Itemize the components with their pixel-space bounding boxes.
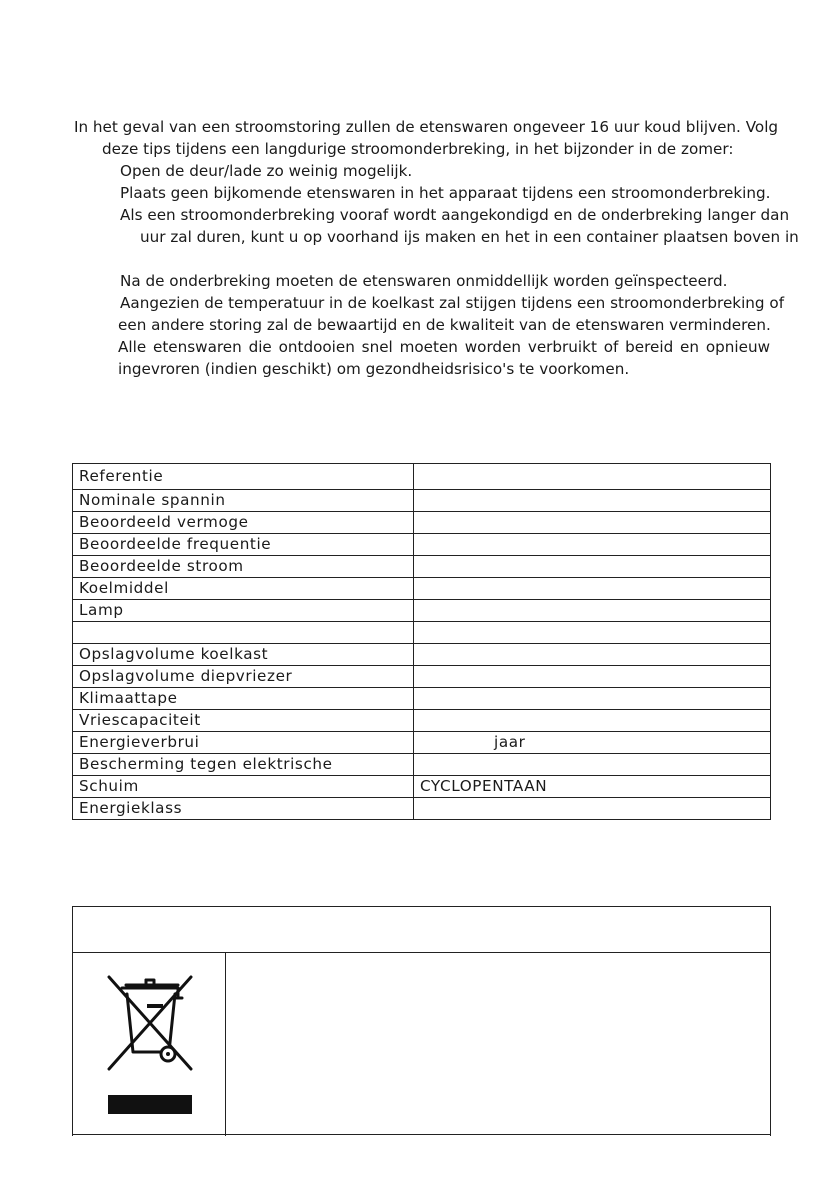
table-row: [73, 512, 771, 534]
spec-value: [414, 464, 771, 490]
spec-label: [73, 622, 414, 644]
tip-temperature-line-4: ingevroren (indien geschikt) om gezondheidsrisico's te voorkomen.: [118, 360, 630, 378]
table-row: [73, 464, 771, 490]
tip-ice-line-2: uur zal duren, kunt u op voorhand ijs maken en het in een container plaatsen boven in: [140, 228, 799, 246]
tip-open-door: Open de deur/lade zo weinig mogelijk.: [120, 162, 413, 180]
tip-temperature-line-2: een andere storing zal de bewaartijd en de kwaliteit van de etenswaren verminderen.: [118, 316, 771, 334]
spec-label: Schuim: [73, 776, 414, 798]
spec-value: [414, 578, 771, 600]
crossed-out-wheelie-bin-icon: [106, 974, 194, 1074]
specifications-table: [72, 463, 771, 820]
table-row: [73, 534, 771, 556]
spec-value: CYCLOPENTAAN: [414, 776, 771, 798]
spec-label: Koelmiddel: [73, 578, 414, 600]
spec-value: [414, 798, 771, 820]
table-row: [73, 578, 771, 600]
spec-value: [414, 688, 771, 710]
intro-line-1: In het geval van een stroomstoring zullen de etenswaren ongeveer 16 uur koud blijven. Volg: [74, 118, 779, 136]
spec-label: Opslagvolume koelkast: [73, 644, 414, 666]
intro-line-2: deze tips tijdens een langdurige stroomonderbreking, in het bijzonder in de zomer:: [102, 140, 734, 158]
spec-label: Beoordeelde stroom: [73, 556, 414, 578]
table-row: [73, 776, 771, 798]
table-row: [73, 556, 771, 578]
table-row: [73, 754, 771, 776]
spec-value: [414, 512, 771, 534]
tip-temperature-line-3: Alle etenswaren die ontdooien snel moeten worden verbruikt of bereid en opnieuw: [118, 338, 770, 356]
tip-temperature-line-1: Aangezien de temperatuur in de koelkast zal stijgen tijdens een stroomonderbreking of: [120, 294, 785, 312]
table-row: [73, 732, 771, 754]
spec-label: Beoordeelde frequentie: [73, 534, 414, 556]
table-row: [73, 688, 771, 710]
spec-value: [414, 556, 771, 578]
spec-value: [414, 622, 771, 644]
spec-value: [414, 534, 771, 556]
spec-value: [414, 644, 771, 666]
spec-label: Vriescapaciteit: [73, 710, 414, 732]
weee-header-cell: [73, 907, 770, 953]
table-row: [73, 798, 771, 820]
spec-value: [414, 490, 771, 512]
spec-label: Beoordeeld vermoge: [73, 512, 414, 534]
spec-label: Energieklass: [73, 798, 414, 820]
spec-label: Energieverbrui: [73, 732, 414, 754]
table-row: [73, 490, 771, 512]
table-row: [73, 644, 771, 666]
tip-no-extra-food: Plaats geen bijkomende etenswaren in het apparaat tijdens een stroomonderbreking.: [120, 184, 771, 202]
spec-label: Opslagvolume diepvriezer: [73, 666, 414, 688]
spec-value: [414, 710, 771, 732]
spec-value: [414, 600, 771, 622]
spec-value: [414, 754, 771, 776]
tip-inspect: Na de onderbreking moeten de etenswaren onmiddellijk worden geïnspecteerd.: [120, 272, 728, 290]
table-row: [73, 666, 771, 688]
weee-column-divider: [225, 953, 226, 1136]
spec-value: [414, 666, 771, 688]
spec-label: Lamp: [73, 600, 414, 622]
spec-label: Klimaattape: [73, 688, 414, 710]
tip-ice-line-1: Als een stroomonderbreking vooraf wordt aangekondigd en de onderbreking langer dan: [120, 206, 790, 224]
weee-bottom-line: [72, 1134, 771, 1135]
spec-label: Nominale spannin: [73, 490, 414, 512]
table-row: [73, 600, 771, 622]
table-row: [73, 622, 771, 644]
table-row: [73, 710, 771, 732]
spec-value: jaar: [414, 732, 771, 754]
weee-black-bar: [108, 1095, 192, 1114]
spec-label: Bescherming tegen elektrische: [73, 754, 414, 776]
spec-label: Referentie: [73, 464, 414, 490]
